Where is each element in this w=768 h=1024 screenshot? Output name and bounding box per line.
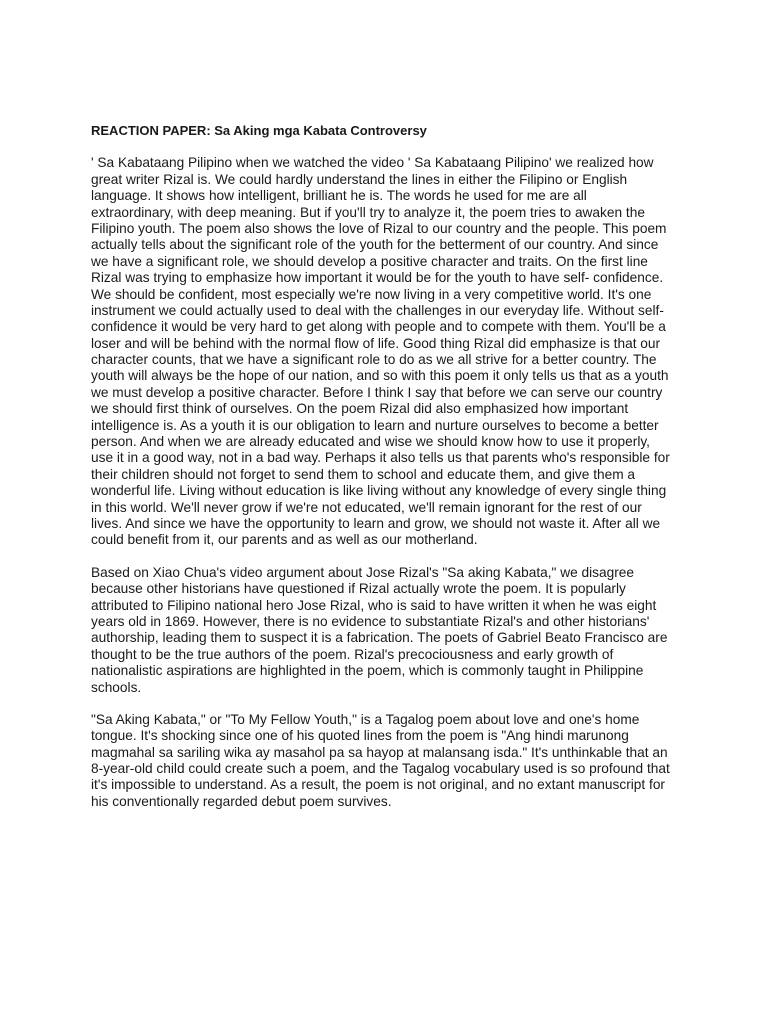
- paragraph-line: "Sa Aking Kabata," or "To My Fellow Youth," is a Tagalog poem about love and one's home: [91, 711, 640, 727]
- paragraph-line: tongue. It's shocking since one of his quoted lines from the poem is "Ang hindi marunong: [91, 728, 629, 744]
- paragraph-2: [91, 565, 711, 696]
- paragraph-line: person. And when we are already educated and wise we should know how to use it properly,: [91, 434, 650, 450]
- paragraph-line: Filipino youth. The poem also shows the love of Rizal to our country and the people. This poem: [91, 220, 667, 236]
- paragraph-line: We should be confident, most especially we're now living in a very competitive world. It's one: [91, 286, 652, 302]
- paragraph-line: wonderful life. Living without education is like living without any knowledge of every single thing: [91, 483, 667, 499]
- paragraph-line: instrument we could actually used to deal with the challenges in our everyday life. Without self-: [91, 302, 664, 318]
- paragraph-line: in this world. We'll never grow if we're not educated, we'll remain ignorant for the rest of our: [91, 499, 642, 515]
- paragraph-line: their children should not forget to send them to school and educate them, and give them a: [91, 466, 636, 482]
- paragraph-line: loser and will be behind with the normal flow of life. Good thing Rizal did emphasize is that our: [91, 335, 661, 351]
- paragraph-line: youth will always be the hope of our nation, and so with this poem it only tells us that as a youth: [91, 368, 669, 384]
- paragraph-line: it's impossible to understand. As a result, the poem is not original, and no extant manuscript for: [91, 777, 665, 793]
- document-title: REACTION PAPER: Sa Aking mga Kabata Controversy: [91, 123, 427, 138]
- paragraph-line: ' Sa Kabataang Pilipino when we watched the video ' Sa Kabataang Pilipino' we realized how: [91, 155, 654, 171]
- paragraph-line: nationalistic aspirations are highlighted in the poem, which is commonly taught in Philippine: [91, 663, 644, 679]
- paragraph-line: Rizal was trying to emphasize how important it would be for the youth to have self- confidence.: [91, 270, 664, 286]
- paragraph-line: actually tells about the significant role of the youth for the betterment of our country. And since: [91, 237, 659, 253]
- paragraph-line: attributed to Filipino national hero Jose Rizal, who is said to have written it when he was eight: [91, 597, 657, 613]
- paragraph-line: intelligence is. As a youth it is our obligation to learn and nurture ourselves to become a better: [91, 417, 659, 433]
- paragraph-line: language. It shows how intelligent, brilliant he is. The words he used for me are all: [91, 188, 587, 204]
- document-body: [91, 123, 711, 826]
- paragraph-line: we must develop a positive character. Before I think I say that before we can serve our country: [91, 384, 663, 400]
- paragraph-line: because other historians have questioned if Rizal actually wrote the poem. It is popularly: [91, 581, 626, 597]
- paragraph-3: [91, 712, 711, 810]
- paragraph-line: years old in 1869. However, there is no evidence to substantiate Rizal's and other historians': [91, 613, 650, 629]
- paragraph-line: great writer Rizal is. We could hardly understand the lines in either the Filipino or English: [91, 171, 628, 187]
- paragraph-line: 8-year-old child could create such a poem, and the Tagalog vocabulary used is so profound that: [91, 761, 670, 777]
- paragraph-line: we have a significant role, we should develop a positive character and traits. On the first line: [91, 253, 648, 269]
- paragraph-line: character counts, that we have a significant role to do as we all strive for a better country. The: [91, 352, 657, 368]
- paragraph-line: schools.: [91, 679, 142, 695]
- paragraph-line: use it in a good way, not in a bad way. Perhaps it also tells us that parents who's responsible for: [91, 450, 670, 466]
- paragraph-line: his conventionally regarded debut poem survives.: [91, 793, 392, 809]
- paragraph-line: magmahal sa sariling wika ay masahol pa sa hayop at malansang isda." It's unthinkable that an: [91, 744, 668, 760]
- paragraph-line: confidence it would be very hard to get along with people and to compete with them. You'll be a: [91, 319, 666, 335]
- paragraph-line: lives. And since we have the opportunity to learn and grow, we should not waste it. After all we: [91, 515, 661, 531]
- paragraph-line: could benefit from it, our parents and as well as our motherland.: [91, 532, 478, 548]
- paragraph-1: [91, 155, 711, 548]
- paragraph-line: thought to be the true authors of the poem. Rizal's precociousness and early growth of: [91, 646, 614, 662]
- paragraph-line: Based on Xiao Chua's video argument about Jose Rizal's "Sa aking Kabata," we disagree: [91, 564, 635, 580]
- paragraph-line: we should first think of ourselves. On the poem Rizal did also emphasized how important: [91, 401, 629, 417]
- paragraph-line: authorship, leading them to suspect it is a fabrication. The poets of Gabriel Beato Francisco are: [91, 630, 668, 646]
- paragraph-line: extraordinary, with deep meaning. But if you'll try to analyze it, the poem tries to awaken the: [91, 204, 645, 220]
